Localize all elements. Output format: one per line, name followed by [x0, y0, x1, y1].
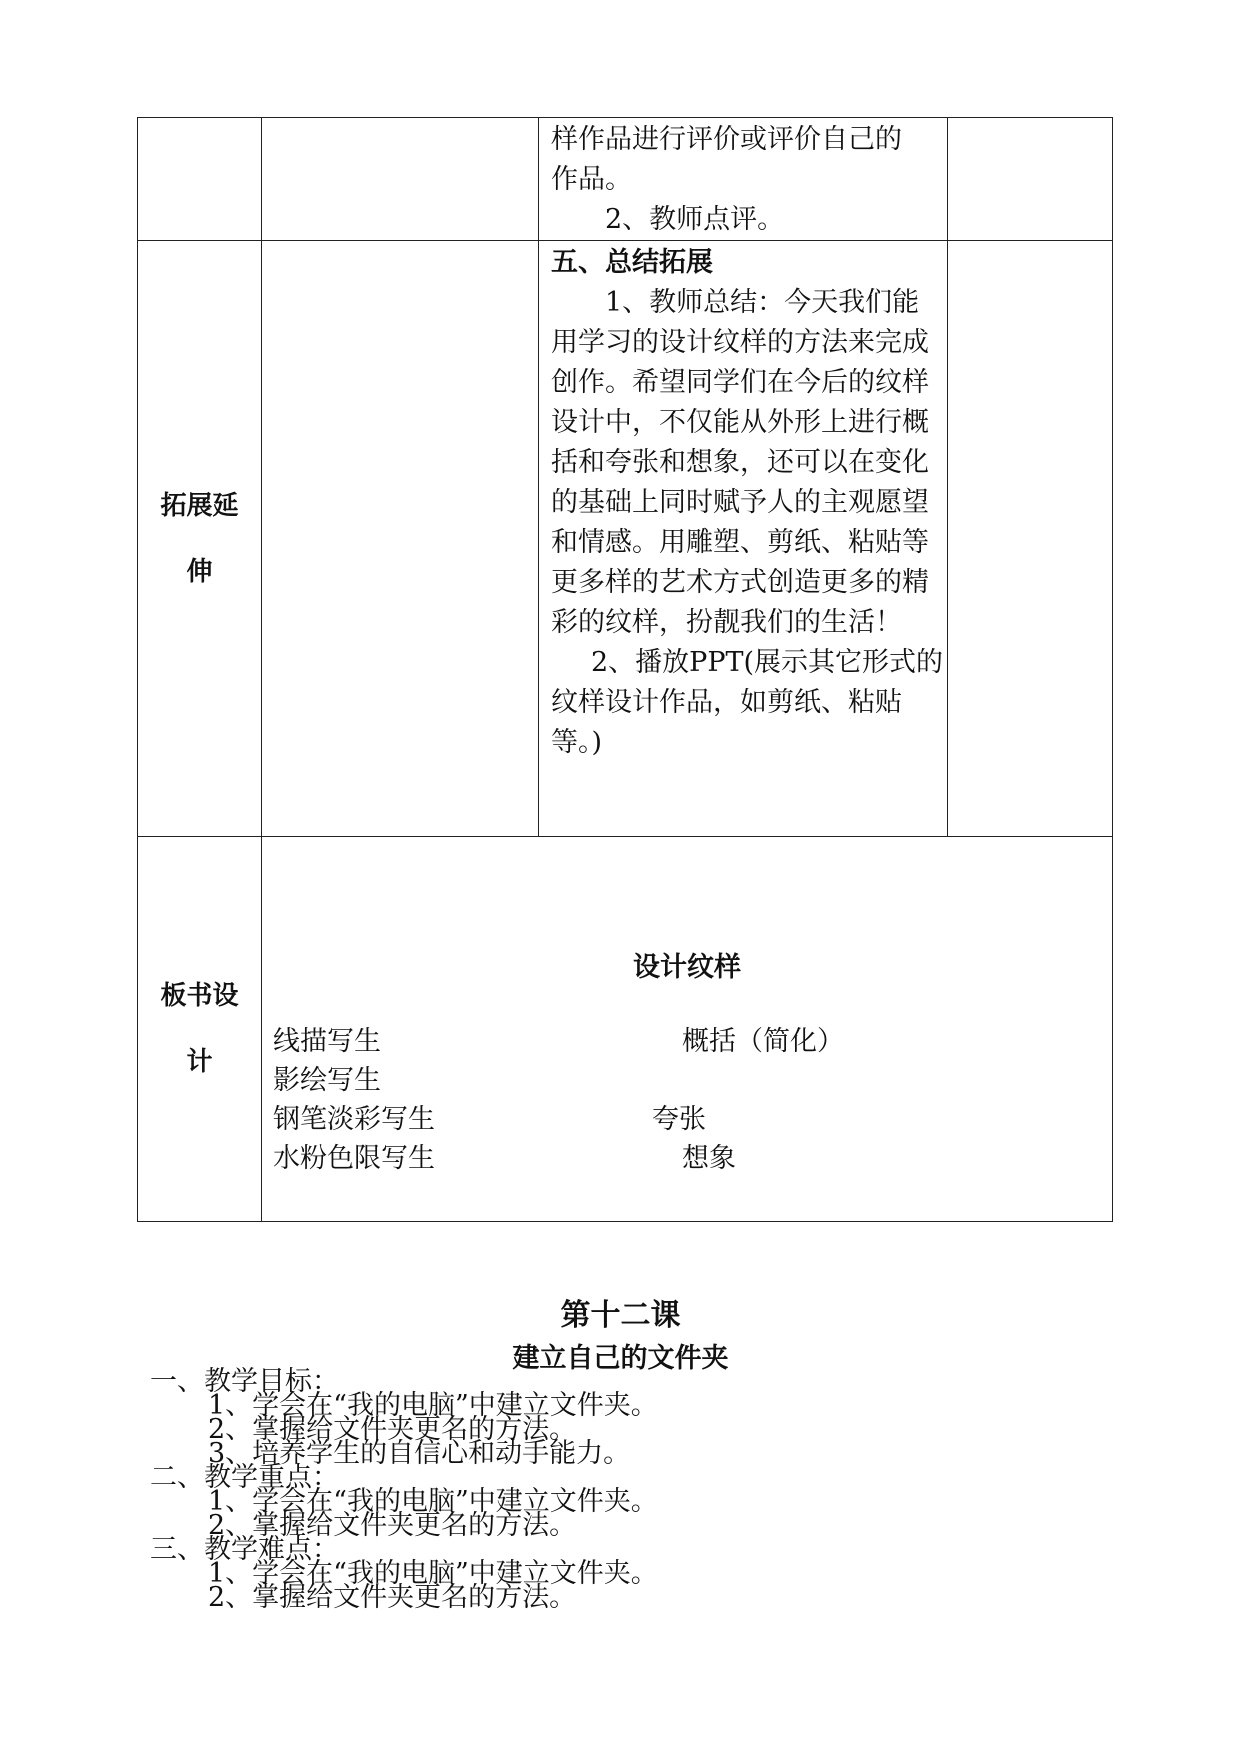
text-line: 作品。: [551, 164, 632, 195]
list-item: 1、学会在“我的电脑”中建立文件夹。: [208, 1390, 658, 1421]
row-label: 板书设: [160, 981, 239, 1011]
teacher-activity-cell: [262, 241, 539, 837]
list-item: 2、掌握给文件夹更名的方法。: [208, 1510, 577, 1541]
list-item: 水粉色限写生: [273, 1143, 435, 1174]
notes-cell: [948, 241, 1113, 837]
section-heading: 二、教学重点：: [150, 1462, 339, 1493]
notes-cell: [948, 118, 1113, 241]
list-item: 影绘写生: [273, 1065, 381, 1096]
board-left-list: [273, 1022, 435, 1178]
list-item: 1、学会在“我的电脑”中建立文件夹。: [208, 1486, 658, 1517]
lesson-plan-table: [137, 117, 1113, 1222]
row-label: 拓展延: [160, 490, 239, 521]
list-item: 1、学会在“我的电脑”中建立文件夹。: [208, 1558, 658, 1589]
label-cell: [138, 837, 262, 1222]
label-cell: [138, 118, 262, 241]
lesson-title: 建立自己的文件夹: [512, 1343, 729, 1374]
text-line: 2、教师点评。: [605, 204, 785, 235]
list-item: 3、培养学生的自信心和动手能力。: [208, 1438, 631, 1469]
board-title: 设计纹样: [633, 952, 741, 983]
row-label: 伸: [186, 556, 213, 587]
list-item: 2、掌握给文件夹更名的方法。: [208, 1414, 577, 1445]
list-item: 钢笔淡彩写生: [273, 1104, 435, 1135]
section-heading: 五、总结拓展: [551, 247, 713, 278]
text-line: 样作品进行评价或评价自己的: [551, 124, 902, 155]
table-row-evaluation: [138, 118, 1113, 241]
table-row-board-design: [138, 837, 1113, 1222]
section-heading: 一、教学目标：: [150, 1366, 339, 1397]
list-item: 想象: [682, 1143, 736, 1174]
list-item: 夸张: [652, 1104, 706, 1135]
section-heading: 三、教学难点：: [150, 1534, 339, 1565]
list-item: 2、掌握给文件夹更名的方法。: [208, 1582, 577, 1613]
paragraph: 1、教师总结：今天我们能用学习的设计纹样的方法来完成创作。希望同学们在今后的纹样设计中，不仅能从外形上进行概括和夸张和想象，还可以在变化的基础上同时赋予人的主观愿望和情感。用雕塑、剪纸、粘贴等更多样的艺术方式创造更多的精彩的纹样，扮靓我们的生活！: [551, 287, 929, 638]
list-item: 概括（简化）: [682, 1026, 844, 1057]
board-design-cell: [262, 837, 1113, 1222]
content-cell: [539, 118, 948, 241]
row-label: 计: [186, 1047, 213, 1077]
label-cell: [138, 241, 262, 837]
teacher-activity-cell: [262, 118, 539, 241]
lesson-number: 第十二课: [560, 1298, 681, 1333]
list-item: 线描写生: [273, 1026, 381, 1057]
paragraph: 2、播放PPT(展示其它形式的纹样设计作品，如剪纸、粘贴等。): [551, 647, 944, 758]
table-row-extension: [138, 241, 1113, 837]
content-cell: [539, 241, 948, 837]
